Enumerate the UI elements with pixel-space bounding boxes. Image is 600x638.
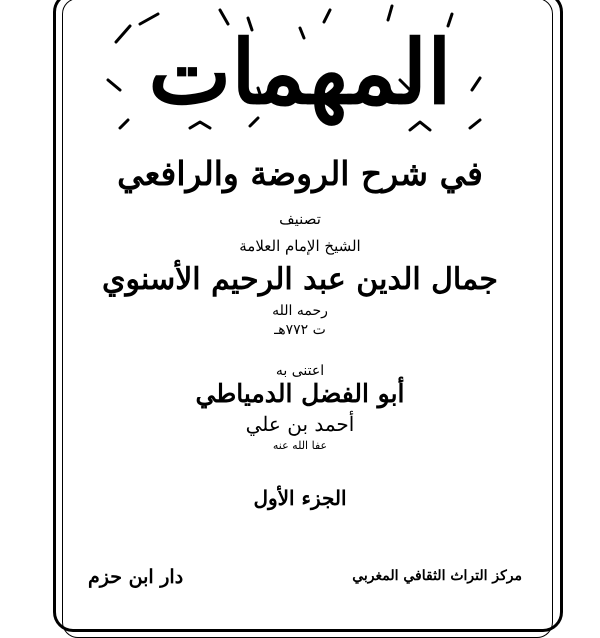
publisher-dar-ibn-hazm: دار ابن حزم [88,566,184,588]
author-death-date: ت ٧٧٢هـ [274,322,326,338]
author-honorific: الشيخ الإمام العلامة [239,237,361,255]
editor-prayer: عفا الله عنه [272,439,328,452]
editor-kunya: أبو الفضل الدمياطي [195,379,405,408]
book-title: المهمات [148,20,452,124]
author-name: جمال الدين عبد الرحيم الأسنوي [102,262,498,297]
volume-label: الجزء الأول [253,486,347,510]
compiled-by-label: تصنيف [279,210,321,228]
publisher-heritage-center: مركز التراث الثقافي المغربي [352,568,522,584]
editor-name: أحمد بن علي [245,412,355,436]
book-subtitle: في شرح الروضة والرافعي [117,154,483,193]
author-mercy: رحمه الله [272,303,328,319]
edited-by-label: اعتنى به [275,363,325,379]
